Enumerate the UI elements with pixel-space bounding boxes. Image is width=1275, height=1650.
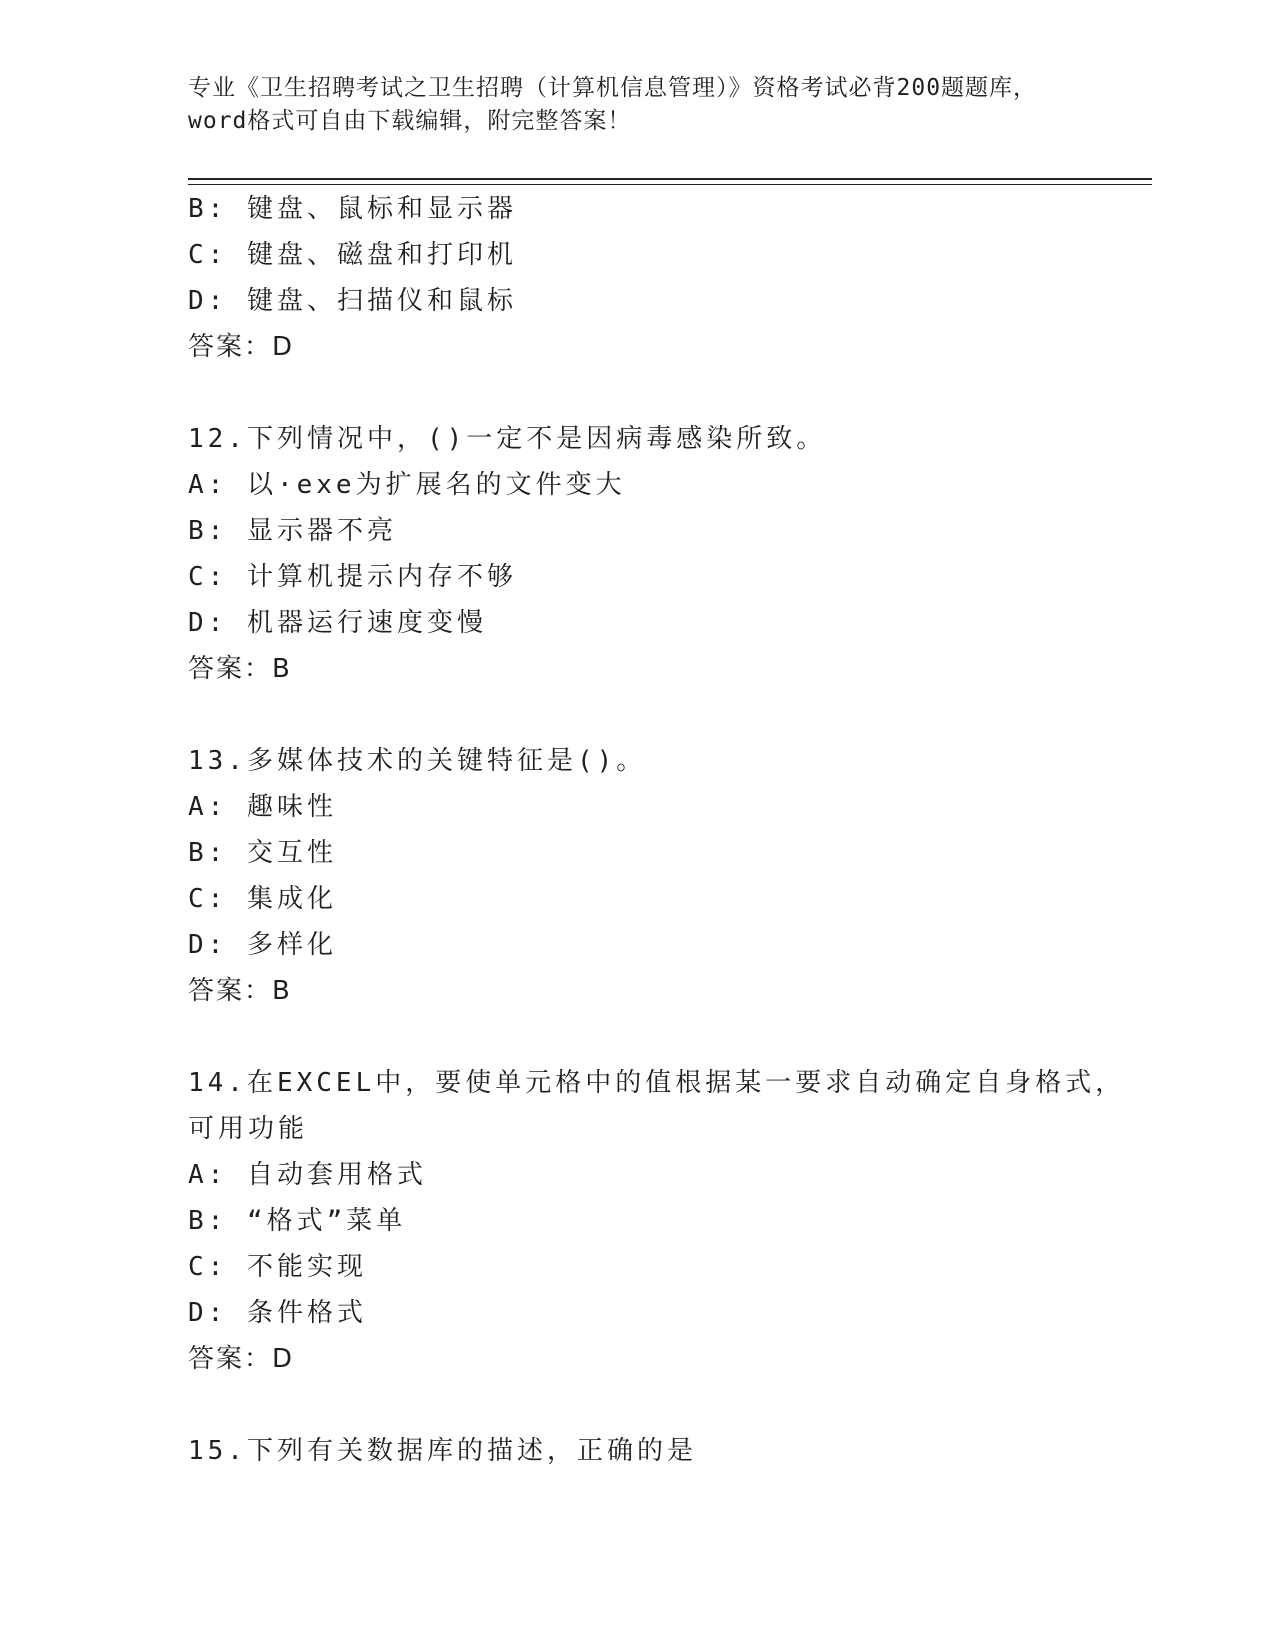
question-stem [188,1428,1152,1474]
answer-line: 答案：D [188,1344,295,1374]
question-stem-line: 15.下列有关数据库的描述，正确的是 [188,1436,697,1466]
option-c: C: 键盘、磁盘和打印机 [188,240,517,270]
spacer [188,1014,1152,1060]
answer-line: 答案：B [188,976,292,1006]
option-b: B: 键盘、鼠标和显示器 [188,194,517,224]
option-b: B: 交互性 [188,838,337,868]
question-stem [188,738,1152,784]
option-c: C: 集成化 [188,884,337,914]
question-13 [188,738,1152,1014]
option-d: D: 键盘、扫描仪和鼠标 [188,286,517,316]
question-12 [188,416,1152,692]
header-double-rule [188,178,1152,185]
question-stem-line: 14.在EXCEL中，要使单元格中的值根据某一要求自动确定自身格式， [188,1068,1126,1098]
option-d: D: 多样化 [188,930,337,960]
document-header [188,72,1088,138]
spacer [188,370,1152,416]
answer-line: 答案：D [188,332,295,362]
option-a: A: 以·exe为扩展名的文件变大 [188,470,626,500]
spacer [188,692,1152,738]
answer-line: 答案：B [188,654,292,684]
question-list [188,186,1152,1474]
question-15 [188,1428,1152,1474]
option-c: C: 不能实现 [188,1252,367,1282]
option-b: B: 显示器不亮 [188,516,397,546]
question-14 [188,1060,1152,1382]
option-a: A: 自动套用格式 [188,1160,427,1190]
option-b: B: “格式”菜单 [188,1206,407,1236]
question-stem [188,1060,1152,1152]
header-line-2: word格式可自由下载编辑，附完整答案！ [188,108,632,134]
option-d: D: 机器运行速度变慢 [188,608,487,638]
header-line-1: 专业《卫生招聘考试之卫生招聘（计算机信息管理）》资格考试必背200题题库， [188,75,1038,101]
question-stem-line: 12.下列情况中，()一定不是因病毒感染所致。 [188,424,827,454]
question-stem-line: 13.多媒体技术的关键特征是()。 [188,746,647,776]
question-11-continued [188,186,1152,370]
option-d: D: 条件格式 [188,1298,367,1328]
option-c: C: 计算机提示内存不够 [188,562,517,592]
question-stem [188,416,1152,462]
spacer [188,1382,1152,1428]
question-stem-line: 可用功能 [188,1114,309,1144]
option-a: A: 趣味性 [188,792,337,822]
